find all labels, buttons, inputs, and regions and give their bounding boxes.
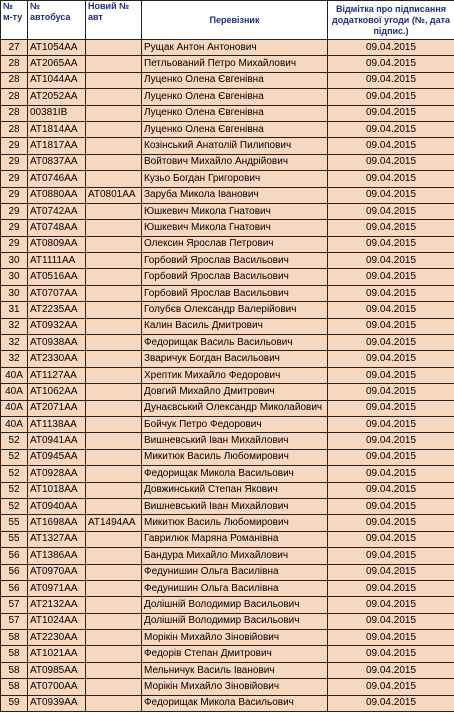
bus-number-cell: АТ0941АА: [28, 433, 86, 449]
bus-number-cell: АТ1111АА: [28, 253, 86, 269]
bus-number-cell: АТ1327АА: [28, 531, 86, 547]
bus-number-cell: АТ1044АА: [28, 72, 86, 88]
carrier-cell: Дунаєвський Олександр Миколайович: [142, 400, 328, 416]
new-bus-number-cell: [86, 203, 142, 219]
bus-number-cell: АТ0837АА: [28, 154, 86, 170]
agreement-date-cell: 09.04.2015: [328, 630, 454, 646]
table-row: [1, 318, 454, 334]
agreement-date-cell: 09.04.2015: [328, 498, 454, 514]
route-cell: 28: [1, 72, 28, 88]
carrier-cell: Бандура Михайло Михайлович: [142, 548, 328, 564]
carrier-cell: Козінський Анатолій Пилипович: [142, 138, 328, 154]
new-bus-number-cell: [86, 433, 142, 449]
agreement-date-cell: 09.04.2015: [328, 105, 454, 121]
bus-number-cell: АТ0932АА: [28, 318, 86, 334]
bus-number-cell: АТ1386АА: [28, 548, 86, 564]
bus-number-cell: АТ0970АА: [28, 564, 86, 580]
new-bus-number-cell: [86, 597, 142, 613]
table-row: [1, 253, 454, 269]
agreement-date-cell: 09.04.2015: [328, 613, 454, 629]
route-cell: 29: [1, 220, 28, 236]
carrier-cell: Мельничук Василь Іванович: [142, 662, 328, 678]
route-cell: 29: [1, 171, 28, 187]
agreement-date-cell: 09.04.2015: [328, 646, 454, 662]
agreement-date-cell: 09.04.2015: [328, 531, 454, 547]
agreement-date-cell: 09.04.2015: [328, 580, 454, 596]
table-row: [1, 220, 454, 236]
carrier-cell: Довжинський Степан Якович: [142, 482, 328, 498]
bus-number-cell: АТ0700АА: [28, 679, 86, 695]
bus-number-cell: АТ1024АА: [28, 613, 86, 629]
carrier-cell: Вишневський Іван Михайлович: [142, 433, 328, 449]
carrier-cell: Федунишин Ольга Василівна: [142, 564, 328, 580]
table-row: [1, 367, 454, 383]
carrier-cell: Луценко Олена Євгенівна: [142, 105, 328, 121]
agreement-date-cell: 09.04.2015: [328, 416, 454, 432]
route-cell: 31: [1, 302, 28, 318]
new-bus-number-cell: [86, 253, 142, 269]
new-bus-number-cell: [86, 220, 142, 236]
carrier-cell: Микитюк Василь Любомирович: [142, 515, 328, 531]
new-bus-number-cell: [86, 466, 142, 482]
bus-number-cell: АТ0928АА: [28, 466, 86, 482]
bus-number-cell: АТ2071АА: [28, 400, 86, 416]
new-bus-number-cell: [86, 580, 142, 596]
agreement-date-cell: 09.04.2015: [328, 400, 454, 416]
table-row: [1, 564, 454, 580]
route-cell: 58: [1, 679, 28, 695]
carrier-cell: Рущак Антон Антонович: [142, 40, 328, 56]
table-row: [1, 498, 454, 514]
route-cell: 40А: [1, 400, 28, 416]
new-bus-number-cell: АТ0801АА: [86, 187, 142, 203]
bus-number-cell: АТ2230АА: [28, 630, 86, 646]
route-cell: 27: [1, 40, 28, 56]
carrier-cell: Федунишин Ольга Василівна: [142, 580, 328, 596]
new-bus-number-cell: [86, 646, 142, 662]
agreement-date-cell: 09.04.2015: [328, 695, 454, 711]
agreement-date-cell: 09.04.2015: [328, 154, 454, 170]
table-row: [1, 482, 454, 498]
table-row: [1, 40, 454, 56]
table-row: [1, 580, 454, 596]
carrier-cell: Заруба Микола Іванович: [142, 187, 328, 203]
route-cell: 52: [1, 449, 28, 465]
table-row: [1, 466, 454, 482]
route-cell: 52: [1, 466, 28, 482]
agreement-date-cell: 09.04.2015: [328, 367, 454, 383]
bus-number-cell: АТ0742АА: [28, 203, 86, 219]
table-row: [1, 515, 454, 531]
bus-number-cell: АТ1127АА: [28, 367, 86, 383]
agreement-date-cell: 09.04.2015: [328, 449, 454, 465]
route-cell: 32: [1, 351, 28, 367]
route-cell: 30: [1, 285, 28, 301]
table-row: [1, 679, 454, 695]
table-row: [1, 531, 454, 547]
table-row: [1, 105, 454, 121]
agreement-date-cell: 09.04.2015: [328, 138, 454, 154]
agreement-date-cell: 09.04.2015: [328, 466, 454, 482]
agreement-date-cell: 09.04.2015: [328, 679, 454, 695]
carrier-cell: Федорів Степан Дмитрович: [142, 646, 328, 662]
table-row: [1, 285, 454, 301]
agreement-date-cell: 09.04.2015: [328, 171, 454, 187]
new-bus-number-cell: [86, 630, 142, 646]
route-cell: 32: [1, 318, 28, 334]
carrier-cell: Луценко Олена Євгенівна: [142, 72, 328, 88]
table-row: [1, 154, 454, 170]
bus-number-cell: АТ1814АА: [28, 121, 86, 137]
agreement-date-cell: 09.04.2015: [328, 40, 454, 56]
carrier-cell: Довгий Михайло Дмитрович: [142, 384, 328, 400]
route-cell: 58: [1, 662, 28, 678]
agreement-date-cell: 09.04.2015: [328, 335, 454, 351]
route-cell: 28: [1, 105, 28, 121]
new-bus-number-cell: [86, 548, 142, 564]
new-bus-number-cell: [86, 662, 142, 678]
table-row: [1, 121, 454, 137]
bus-number-cell: АТ0940АА: [28, 498, 86, 514]
route-cell: 58: [1, 646, 28, 662]
table-row: [1, 384, 454, 400]
route-cell: 56: [1, 548, 28, 564]
agreement-date-cell: 09.04.2015: [328, 384, 454, 400]
bus-number-cell: АТ2132АА: [28, 597, 86, 613]
new-bus-number-cell: [86, 564, 142, 580]
bus-number-cell: АТ0945АА: [28, 449, 86, 465]
table-row: [1, 351, 454, 367]
carrier-cell: Федорищак Микола Васильович: [142, 695, 328, 711]
bus-number-cell: АТ1138АА: [28, 416, 86, 432]
new-bus-number-cell: [86, 236, 142, 252]
route-cell: 55: [1, 531, 28, 547]
agreement-date-cell: 09.04.2015: [328, 72, 454, 88]
route-cell: 57: [1, 597, 28, 613]
agreement-date-cell: 09.04.2015: [328, 351, 454, 367]
route-cell: 28: [1, 89, 28, 105]
table-row: [1, 662, 454, 678]
carrier-cell: Долішній Володимир Васильович: [142, 597, 328, 613]
table-row: [1, 171, 454, 187]
route-cell: 40А: [1, 384, 28, 400]
bus-number-cell: АТ0938АА: [28, 335, 86, 351]
carrier-cell: Юшкевич Микола Гнатович: [142, 203, 328, 219]
route-cell: 52: [1, 498, 28, 514]
table-row: [1, 548, 454, 564]
route-cell: 29: [1, 154, 28, 170]
table-row: [1, 269, 454, 285]
new-bus-number-cell: [86, 40, 142, 56]
route-cell: 57: [1, 613, 28, 629]
route-cell: 40А: [1, 416, 28, 432]
table-header-row: [1, 1, 454, 40]
table-row: [1, 236, 454, 252]
new-bus-number-cell: [86, 269, 142, 285]
route-cell: 30: [1, 253, 28, 269]
table-row: [1, 56, 454, 72]
table-row: [1, 613, 454, 629]
new-bus-number-cell: [86, 695, 142, 711]
carrier-cell: Морікін Михайло Зіновійович: [142, 630, 328, 646]
route-cell: 30: [1, 269, 28, 285]
bus-number-cell: АТ0985АА: [28, 662, 86, 678]
new-bus-number-cell: [86, 679, 142, 695]
new-bus-number-cell: [86, 416, 142, 432]
agreement-date-cell: 09.04.2015: [328, 285, 454, 301]
header-agreement-mark: Відмітка про підписання додаткової угоди (№, дата підпис.): [328, 1, 454, 40]
route-cell: 52: [1, 433, 28, 449]
agreement-date-cell: 09.04.2015: [328, 597, 454, 613]
carrier-cell: Бойчук Петро Федорович: [142, 416, 328, 432]
new-bus-number-cell: [86, 105, 142, 121]
route-cell: 52: [1, 482, 28, 498]
agreement-date-cell: 09.04.2015: [328, 548, 454, 564]
new-bus-number-cell: [86, 351, 142, 367]
table-row: [1, 187, 454, 203]
bus-number-cell: 00381ІВ: [28, 105, 86, 121]
carrier-cell: Долішній Володимир Васильович: [142, 613, 328, 629]
agreement-date-cell: 09.04.2015: [328, 564, 454, 580]
carrier-cell: Кузьо Богдан Григорович: [142, 171, 328, 187]
agreement-date-cell: 09.04.2015: [328, 302, 454, 318]
new-bus-number-cell: [86, 367, 142, 383]
bus-number-cell: АТ2235АА: [28, 302, 86, 318]
new-bus-number-cell: [86, 482, 142, 498]
header-bus-number: № автобуса: [28, 1, 86, 40]
agreement-date-cell: 09.04.2015: [328, 236, 454, 252]
carrier-cell: Голубєв Олександр Валерійович: [142, 302, 328, 318]
carrier-cell: Горбовий Ярослав Васильович: [142, 253, 328, 269]
bus-number-cell: АТ2052АА: [28, 89, 86, 105]
route-cell: 59: [1, 695, 28, 711]
agreement-date-cell: 09.04.2015: [328, 220, 454, 236]
bus-number-cell: АТ0746АА: [28, 171, 86, 187]
table-row: [1, 89, 454, 105]
bus-number-cell: АТ0809АА: [28, 236, 86, 252]
route-cell: 28: [1, 121, 28, 137]
bus-number-cell: АТ1062АА: [28, 384, 86, 400]
agreement-date-cell: 09.04.2015: [328, 56, 454, 72]
table-row: [1, 203, 454, 219]
new-bus-number-cell: [86, 154, 142, 170]
agreement-date-cell: 09.04.2015: [328, 203, 454, 219]
table-row: [1, 449, 454, 465]
new-bus-number-cell: [86, 498, 142, 514]
carrier-cell: Олексин Ярослав Петрович: [142, 236, 328, 252]
route-cell: 56: [1, 564, 28, 580]
carrier-cell: Горбовий Ярослав Васильович: [142, 269, 328, 285]
route-cell: 29: [1, 138, 28, 154]
bus-number-cell: АТ0707АА: [28, 285, 86, 301]
header-route-number: № м-ту: [1, 1, 28, 40]
route-cell: 40А: [1, 367, 28, 383]
table-body: [1, 40, 454, 712]
table-row: [1, 335, 454, 351]
agreement-date-cell: 09.04.2015: [328, 433, 454, 449]
table-row: [1, 416, 454, 432]
bus-number-cell: АТ1698АА: [28, 515, 86, 531]
bus-number-cell: АТ0939АА: [28, 695, 86, 711]
route-cell: 32: [1, 335, 28, 351]
new-bus-number-cell: [86, 400, 142, 416]
carrier-cell: Зваричук Богдан Васильович: [142, 351, 328, 367]
new-bus-number-cell: [86, 302, 142, 318]
new-bus-number-cell: АТ1494АА: [86, 515, 142, 531]
table-row: [1, 597, 454, 613]
route-cell: 58: [1, 630, 28, 646]
new-bus-number-cell: [86, 531, 142, 547]
bus-number-cell: АТ1021АА: [28, 646, 86, 662]
table-row: [1, 302, 454, 318]
route-cell: 55: [1, 515, 28, 531]
new-bus-number-cell: [86, 138, 142, 154]
bus-number-cell: АТ1817АА: [28, 138, 86, 154]
table-row: [1, 138, 454, 154]
table-row: [1, 433, 454, 449]
new-bus-number-cell: [86, 613, 142, 629]
route-cell: 56: [1, 580, 28, 596]
carrier-cell: Хрептик Михайло Федорович: [142, 367, 328, 383]
route-cell: 29: [1, 187, 28, 203]
carrier-cell: Микитюк Василь Любомирович: [142, 449, 328, 465]
agreement-date-cell: 09.04.2015: [328, 269, 454, 285]
new-bus-number-cell: [86, 72, 142, 88]
new-bus-number-cell: [86, 56, 142, 72]
carrier-cell: Федорищак Василь Васильович: [142, 335, 328, 351]
agreement-date-cell: 09.04.2015: [328, 253, 454, 269]
new-bus-number-cell: [86, 384, 142, 400]
header-carrier: Перевізник: [142, 1, 328, 40]
agreement-date-cell: 09.04.2015: [328, 318, 454, 334]
agreement-date-cell: 09.04.2015: [328, 89, 454, 105]
agreement-date-cell: 09.04.2015: [328, 515, 454, 531]
agreement-date-cell: 09.04.2015: [328, 121, 454, 137]
carrier-cell: Морікін Михайло Зіновійович: [142, 679, 328, 695]
new-bus-number-cell: [86, 121, 142, 137]
carrier-cell: Юшкевич Микола Гнатович: [142, 220, 328, 236]
table-row: [1, 400, 454, 416]
bus-number-cell: АТ1054АА: [28, 40, 86, 56]
route-cell: 29: [1, 236, 28, 252]
header-new-bus-number: Новий № авт: [86, 1, 142, 40]
bus-number-cell: АТ1018АА: [28, 482, 86, 498]
carrier-cell: Петльований Петро Михайлович: [142, 56, 328, 72]
table-row: [1, 695, 454, 711]
route-cell: 29: [1, 203, 28, 219]
agreement-date-cell: 09.04.2015: [328, 482, 454, 498]
bus-number-cell: АТ0516АА: [28, 269, 86, 285]
new-bus-number-cell: [86, 335, 142, 351]
agreement-date-cell: 09.04.2015: [328, 662, 454, 678]
table-row: [1, 72, 454, 88]
carrier-cell: Войтович Михайло Андрійович: [142, 154, 328, 170]
new-bus-number-cell: [86, 285, 142, 301]
bus-number-cell: АТ2065АА: [28, 56, 86, 72]
new-bus-number-cell: [86, 449, 142, 465]
bus-number-cell: АТ0880АА: [28, 187, 86, 203]
bus-number-cell: АТ2330АА: [28, 351, 86, 367]
table-row: [1, 630, 454, 646]
carrier-cell: Федорищак Микола Васильович: [142, 466, 328, 482]
carrier-cell: Вишневський Іван Михайлович: [142, 498, 328, 514]
table-row: [1, 646, 454, 662]
new-bus-number-cell: [86, 318, 142, 334]
bus-number-cell: АТ0748АА: [28, 220, 86, 236]
carrier-cell: Калин Василь Дмитрович: [142, 318, 328, 334]
route-cell: 28: [1, 56, 28, 72]
agreement-date-cell: 09.04.2015: [328, 187, 454, 203]
new-bus-number-cell: [86, 89, 142, 105]
bus-number-cell: АТ0971АА: [28, 580, 86, 596]
new-bus-number-cell: [86, 171, 142, 187]
carrier-cell: Горбовий Ярослав Васильович: [142, 285, 328, 301]
carrier-cell: Гаврилюк Маряна Романівна: [142, 531, 328, 547]
carrier-cell: Луценко Олена Євгенівна: [142, 121, 328, 137]
carrier-cell: Луценко Олена Євгенівна: [142, 89, 328, 105]
